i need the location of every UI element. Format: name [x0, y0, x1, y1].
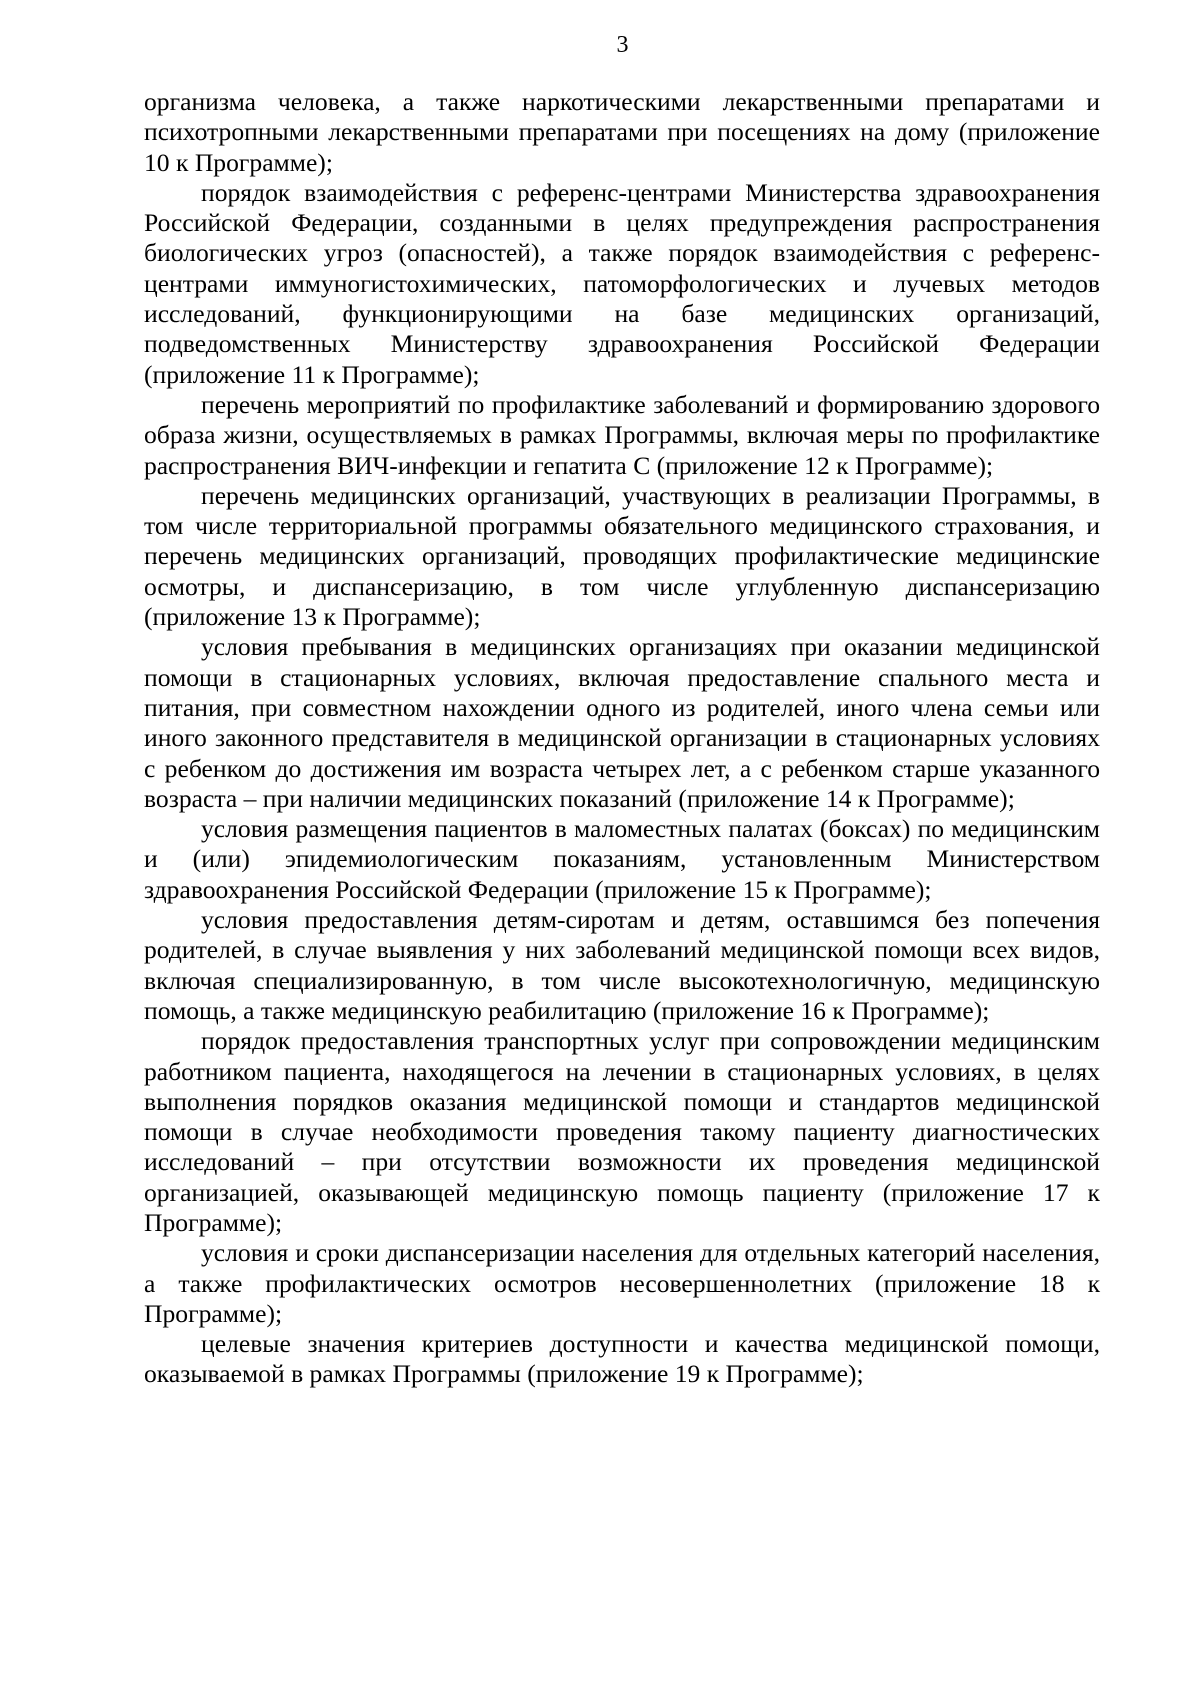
- paragraph-appendix-14: условия пребывания в медицинских организациях при оказании медицинской помощи в стационарных условиях, включая предоставление спального места и питания, при совместном нахождении одного из родителей, иного члена семьи или иного законного представителя в медицинской организации в стационарных условиях с ребенком до достижения им возраста четырех лет, а с ребенком старше указанного возраста – при наличии медицинских показаний (приложение 14 к Программе);: [144, 632, 1100, 813]
- paragraph-appendix-12: перечень мероприятий по профилактике заболеваний и формированию здорового образа жизни, осуществляемых в рамках Программы, включая меры по профилактике распространения ВИЧ-инфекции и гепатита С (приложение 12 к Программе);: [144, 389, 1100, 480]
- paragraph-appendix-10: организма человека, а также наркотическими лекарственными препаратами и психотропными лекарственными препаратами при посещениях на дому (приложение 10 к Программе);: [144, 87, 1100, 177]
- paragraph-appendix-11: порядок взаимодействия с референс-центрами Министерства здравоохранения Российской Федерации, созданными в целях предупреждения распространения биологических угроз (опасностей), а также порядок взаимодействия с референс-центрами иммуногистохимических, патоморфологических и лучевых методов исследований, функционирующими на базе медицинских организаций, подведомственных Министерству здравоохранения Российской Федерации (приложение 11 к Программе);: [144, 177, 1100, 389]
- paragraph-appendix-19: целевые значения критериев доступности и качества медицинской помощи, оказываемой в рамках Программы (приложение 19 к Программе);: [144, 1329, 1100, 1389]
- paragraph-appendix-13: перечень медицинских организаций, участвующих в реализации Программы, в том числе территориальной программы обязательного медицинского страхования, и перечень медицинских организаций, проводящих профилактические медицинские осмотры, и диспансеризацию, в том числе углубленную диспансеризацию (приложение 13 к Программе);: [144, 480, 1100, 632]
- paragraph-appendix-15: условия размещения пациентов в маломестных палатах (боксах) по медицинским и (или) эпидемиологическим показаниям, установленным Министерством здравоохранения Российской Федерации (приложение 15 к Программе);: [144, 814, 1100, 904]
- paragraph-appendix-16: условия предоставления детям-сиротам и детям, оставшимся без попечения родителей, в случае выявления у них заболеваний медицинской помощи всех видов, включая специализированную, в том числе высокотехнологичную, медицинскую помощь, а также медицинскую реабилитацию (приложение 16 к Программе);: [144, 905, 1100, 1025]
- paragraph-appendix-18: условия и сроки диспансеризации населения для отдельных категорий населения, а также профилактических осмотров несовершеннолетних (приложение 18 к Программе);: [144, 1238, 1100, 1328]
- document-body: [144, 87, 1100, 1390]
- paragraph-appendix-17: порядок предоставления транспортных услуг при сопровождении медицинским работником пациента, находящегося на лечении в стационарных условиях, в целях выполнения порядков оказания медицинской помощи и стандартов медицинской помощи в случае необходимости проведения такому пациенту диагностических исследований – при отсутствии возможности их проведения медицинской организацией, оказывающей медицинскую помощь пациенту (приложение 17 к Программе);: [144, 1026, 1100, 1237]
- page-number: 3: [616, 32, 629, 58]
